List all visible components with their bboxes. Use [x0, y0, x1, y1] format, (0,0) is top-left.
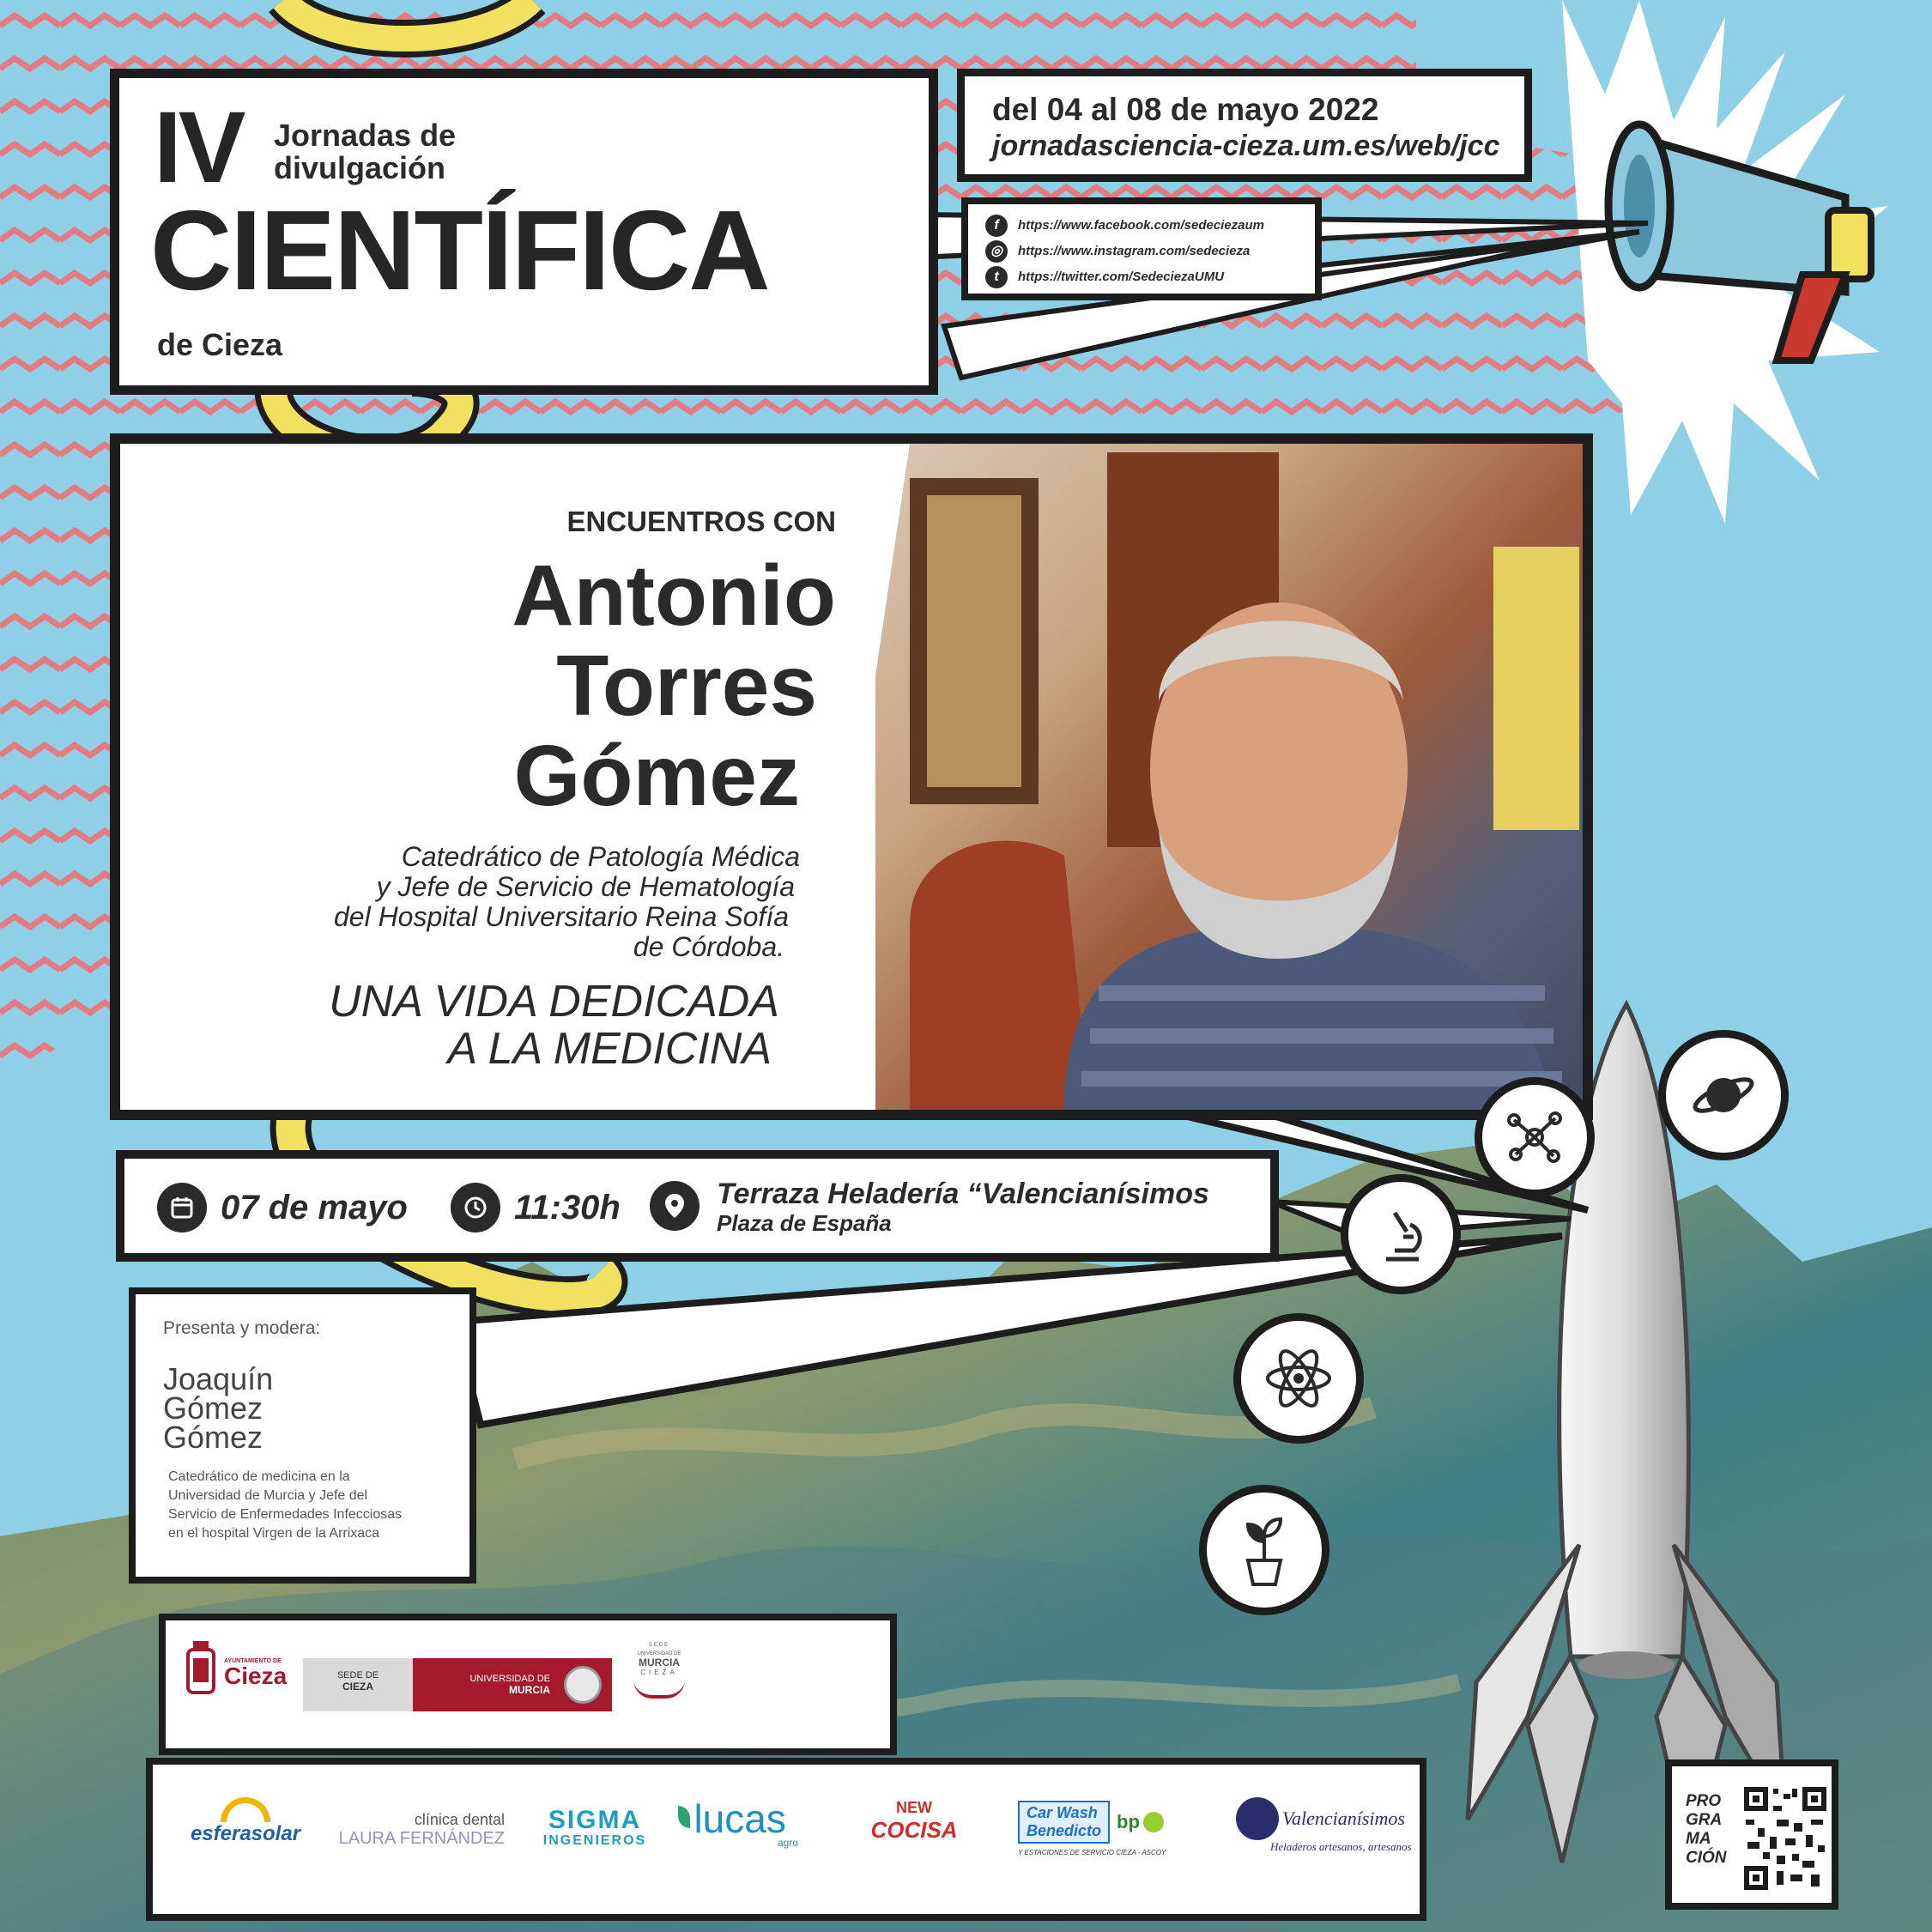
date-range: del 04 al 08 de mayo 2022: [992, 92, 1379, 127]
speaker-photo: [875, 444, 1593, 1110]
um-block: [413, 1658, 612, 1711]
header-line-1: Jornadas de: [274, 118, 457, 153]
location-pin-icon: [650, 1181, 700, 1231]
coat-of-arms-icon: [185, 1639, 217, 1706]
network-icon: [1475, 1077, 1595, 1197]
clinica-l2: LAURA FERNÁNDEZ: [338, 1829, 505, 1848]
clinica-l1: clínica dental: [414, 1811, 505, 1828]
event-time: 11:30h: [514, 1188, 621, 1226]
talk-title-2: A LA MEDICINA: [447, 1024, 772, 1074]
speaker-kicker: ENCUENTROS CON: [566, 506, 836, 537]
seal-l4: CIEZA: [640, 1669, 678, 1676]
header-place: de Cieza: [157, 327, 283, 362]
moderator-bio-1: Catedrático de medicina en la: [168, 1469, 350, 1484]
organizers-panel: [159, 1614, 897, 1755]
speaker-middle-name: Torres: [556, 638, 817, 734]
event-date: 07 de mayo: [221, 1188, 408, 1226]
leaf-icon: [678, 1806, 690, 1828]
twitter-link[interactable]: [985, 264, 1298, 290]
sponsor-clinica: [316, 1811, 505, 1849]
moderator-bio-4: en el hospital Virgen de la Arrixaca: [168, 1526, 380, 1541]
instagram-icon: ◎: [985, 240, 1008, 263]
website-url: jornadasciencia-cieza.um.es/web/jcc: [992, 130, 1500, 162]
venue-group: [650, 1178, 1209, 1237]
plant-icon: [1199, 1485, 1329, 1615]
header-line-2: divulgación: [274, 150, 446, 185]
instagram-link[interactable]: [985, 239, 1298, 264]
photo-divider: [790, 444, 927, 1110]
um-l1: UNIVERSIDAD DE: [469, 1674, 550, 1684]
moderator-name-3: Gómez: [163, 1420, 263, 1455]
speaker-last-name: Gómez: [513, 728, 800, 824]
speaker-bio-4: de Córdoba.: [633, 931, 784, 962]
esfera-text: esferasolar: [190, 1822, 301, 1845]
carwash-logo: [1018, 1801, 1110, 1844]
ayto-big-text: Cieza: [224, 1662, 288, 1689]
speaker-bio-2: y Jefe de Servicio de Hematología: [376, 871, 795, 902]
planet-icon: [1658, 1030, 1789, 1160]
dates-panel: [957, 69, 1532, 182]
cocisa-text: COCISA: [870, 1817, 958, 1843]
header-main-title: CIENTÍFICA: [150, 187, 769, 313]
speaker-bio-1: Catedrático de Patología Médica: [401, 841, 800, 872]
moderator-bio-2: Universidad de Murcia y Jefe del: [168, 1488, 368, 1503]
moderator-name-2: Gómez: [163, 1390, 263, 1426]
header-panel: [110, 69, 938, 395]
twitter-icon: t: [985, 266, 1008, 288]
sponsor-lucas: [678, 1796, 798, 1849]
event-square: Plaza de España: [717, 1210, 892, 1236]
seal-l2: UNIVERSIDAD DE: [637, 1651, 681, 1656]
clock-icon: [451, 1183, 500, 1232]
lucas-sub: agro: [777, 1837, 798, 1849]
valencia-circle-icon: [1236, 1797, 1279, 1840]
sponsor-carwash: [1018, 1801, 1215, 1856]
prog-l3: MA: [1686, 1830, 1711, 1848]
speaker-bio-3: del Hospital Universitario Reina Sofía: [333, 901, 789, 932]
seal-arc-icon: [633, 1680, 685, 1699]
event-venue: Terraza Heladería “Valencianísimos: [717, 1178, 1209, 1210]
facebook-link[interactable]: [985, 213, 1298, 239]
speaker-portrait-art: [875, 444, 1593, 1110]
carwash-l2: Benedicto: [1027, 1822, 1102, 1839]
talk-title-1: UNA VIDA DEDICADA: [329, 977, 779, 1027]
cocisa-top: NEW: [896, 1799, 932, 1816]
sun-icon: [221, 1797, 270, 1822]
prog-l2: GRA: [1686, 1811, 1723, 1829]
sigma-l1: SIGMA: [548, 1806, 642, 1834]
instagram-url: https://www.instagram.com/sedecieza: [1018, 244, 1251, 258]
sponsors-panel: [146, 1758, 1426, 1921]
lucas-text: lucas: [693, 1796, 786, 1841]
prog-l4: CIÓN: [1686, 1849, 1727, 1867]
sponsor-sigma: [530, 1808, 659, 1849]
moderator-name-1: Joaquín: [163, 1361, 274, 1396]
moderator-panel: [129, 1287, 476, 1584]
sigma-l2: INGENIEROS: [542, 1833, 647, 1848]
prog-l1: PRO: [1686, 1792, 1722, 1810]
sede-murcia-seal: [625, 1643, 693, 1732]
twitter-url: https://twitter.com/SedeciezaUMU: [1018, 270, 1225, 284]
sede-l1: SEDE DE: [336, 1670, 379, 1681]
bp-flower-icon: [1143, 1812, 1164, 1832]
event-panel: [116, 1150, 1279, 1262]
carwash-l1: Car Wash: [1027, 1804, 1098, 1821]
ayuntamiento-logo: [185, 1639, 287, 1706]
um-l2: MURCIA: [509, 1684, 550, 1696]
sponsor-cocisa: [850, 1799, 978, 1844]
sponsor-valencianisimos: [1236, 1797, 1425, 1854]
valencia-text: Valencianísimos: [1282, 1808, 1405, 1829]
seal-l1: SEDE: [648, 1643, 670, 1648]
ayto-small-text: AYUNTAMIENTO DE: [224, 1657, 282, 1664]
calendar-icon: [157, 1183, 207, 1232]
speaker-panel: [110, 433, 1593, 1120]
moderator-bio-3: Servicio de Enfermedades Infecciosas: [168, 1507, 403, 1522]
time-group: [451, 1183, 621, 1232]
date-group: [157, 1183, 408, 1232]
programacion-panel[interactable]: [1665, 1759, 1838, 1910]
facebook-icon: f: [985, 215, 1008, 237]
um-seal-icon: [564, 1666, 602, 1704]
sede-l2: CIEZA: [342, 1681, 373, 1693]
speaker-first-name: Antonio: [512, 548, 836, 644]
edition-numeral: IV: [154, 91, 243, 204]
bp-text: bp: [1117, 1811, 1140, 1832]
microscope-icon: [1341, 1174, 1461, 1294]
atom-icon: [1233, 1313, 1364, 1444]
facebook-url: https://www.facebook.com/sedeciezaum: [1018, 218, 1265, 233]
sponsor-esferasolar: [185, 1797, 306, 1846]
qr-code-icon[interactable]: [1742, 1785, 1828, 1892]
carwash-sub: Y ESTACIONES DE SERVICIO CIEZA - ASCOY: [1018, 1849, 1166, 1856]
social-panel: [961, 197, 1322, 300]
seal-l3: MURCIA: [639, 1656, 680, 1669]
sede-cieza-block: [303, 1658, 413, 1711]
moderator-label: Presenta y modera:: [163, 1318, 321, 1338]
valencia-sub: Heladeros artesanos, artesanos: [1270, 1840, 1412, 1853]
